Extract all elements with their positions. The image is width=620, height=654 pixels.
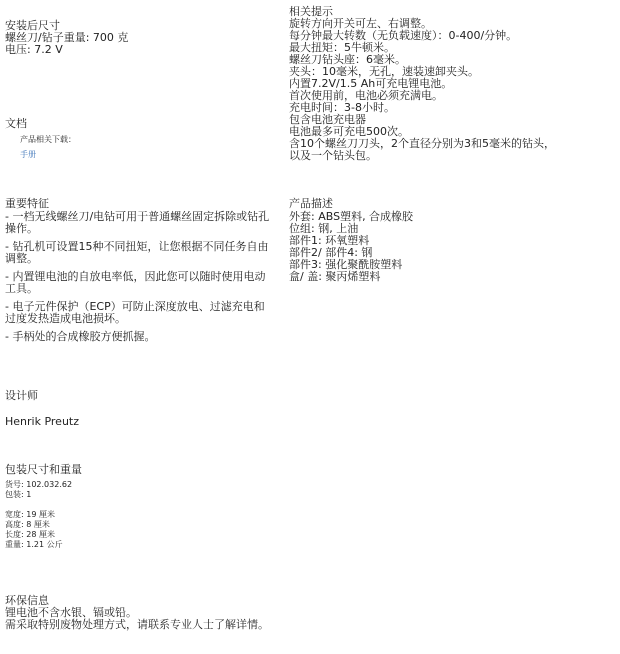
package-weight: 重量: 1.21 公斤 [5, 540, 63, 549]
related-downloads-label: 产品相关下载： [20, 135, 76, 144]
designer-name: Henrik Preutz [5, 415, 80, 428]
package-count: 包装: 1 [5, 490, 32, 499]
package-section [5, 463, 275, 550]
tip-line: 每分钟最大转数（无负载速度）：0-400/分钟。 [289, 29, 518, 42]
feature-item: - 手柄处的合成橡胶方便抓握。 [5, 330, 156, 343]
feature-item: - 钻孔机可设置15种不同扭矩，让您根据不同任务自由调整。 [5, 240, 269, 265]
voltage-line: 电压: 7.2 V [5, 43, 63, 56]
installed-size-section [5, 19, 275, 56]
weight-line: 螺丝刀/钻子重量: 700 克 [5, 31, 129, 44]
description-line: 部件1: 环氧塑料 [289, 234, 370, 247]
environment-section [5, 594, 275, 631]
tips-section [289, 5, 559, 162]
description-line: 部件2/ 部件4: 钢 [289, 246, 373, 259]
designer-section [5, 389, 275, 428]
documents-title: 文档 [5, 117, 27, 130]
description-section [289, 197, 559, 283]
description-line: 位组: 钢, 上油 [289, 222, 359, 235]
package-length: 长度: 28 厘米 [5, 530, 55, 539]
article-number: 货号: 102.032.62 [5, 480, 73, 489]
tip-line: 包含电池充电器 [289, 113, 366, 126]
installed-size-title: 安装后尺寸 [5, 19, 60, 32]
key-features-section [5, 197, 275, 349]
manual-link[interactable]: 手册 [20, 150, 36, 159]
tip-line: 充电时间：3-8小时。 [289, 101, 395, 114]
feature-item: - 一档无线螺丝刀/电钻可用于普通螺丝固定拆除或钻孔操作。 [5, 210, 270, 235]
feature-item: - 电子元件保护（ECP）可防止深度放电、过滤充电和过度发热造成电池损坏。 [5, 300, 265, 325]
feature-item: - 内置锂电池的自放电率低，因此您可以随时使用电动工具。 [5, 270, 266, 295]
environment-line: 锂电池不含水银、镉或铅。 [5, 606, 137, 619]
description-line: 外套: ABS塑料, 合成橡胶 [289, 210, 414, 223]
environment-title: 环保信息 [5, 594, 49, 607]
tip-line: 内置7.2V/1.5 Ah可充电锂电池。 [289, 77, 453, 90]
package-height: 高度: 8 厘米 [5, 520, 50, 529]
tip-line: 电池最多可充电500次。 [289, 125, 409, 138]
tip-line: 螺丝刀钻头座：6毫米。 [289, 53, 406, 66]
tip-line: 最大扭矩：5牛顿米。 [289, 41, 395, 54]
package-title: 包装尺寸和重量 [5, 463, 82, 476]
description-line: 盒/ 盖: 聚丙烯塑料 [289, 270, 381, 283]
documents-section [5, 117, 275, 160]
environment-line: 需采取特别废物处理方式，请联系专业人士了解详情。 [5, 618, 269, 631]
tip-line: 夹头：10毫米，无孔，速装速卸夹头。 [289, 65, 479, 78]
designer-title: 设计师 [5, 389, 38, 402]
tip-line: 含10个螺丝刀刀头，2个直径分别为3和5毫米的钻头，以及一个钻头包。 [289, 137, 555, 162]
tip-line: 旋转方向开关可左、右调整。 [289, 17, 432, 30]
description-title: 产品描述 [289, 197, 333, 210]
description-line: 部件3: 强化聚酰胺塑料 [289, 258, 403, 271]
tips-title: 相关提示 [289, 5, 333, 18]
key-features-title: 重要特征 [5, 197, 49, 210]
package-width: 宽度: 19 厘米 [5, 510, 55, 519]
tip-line: 首次使用前，电池必须充满电。 [289, 89, 443, 102]
